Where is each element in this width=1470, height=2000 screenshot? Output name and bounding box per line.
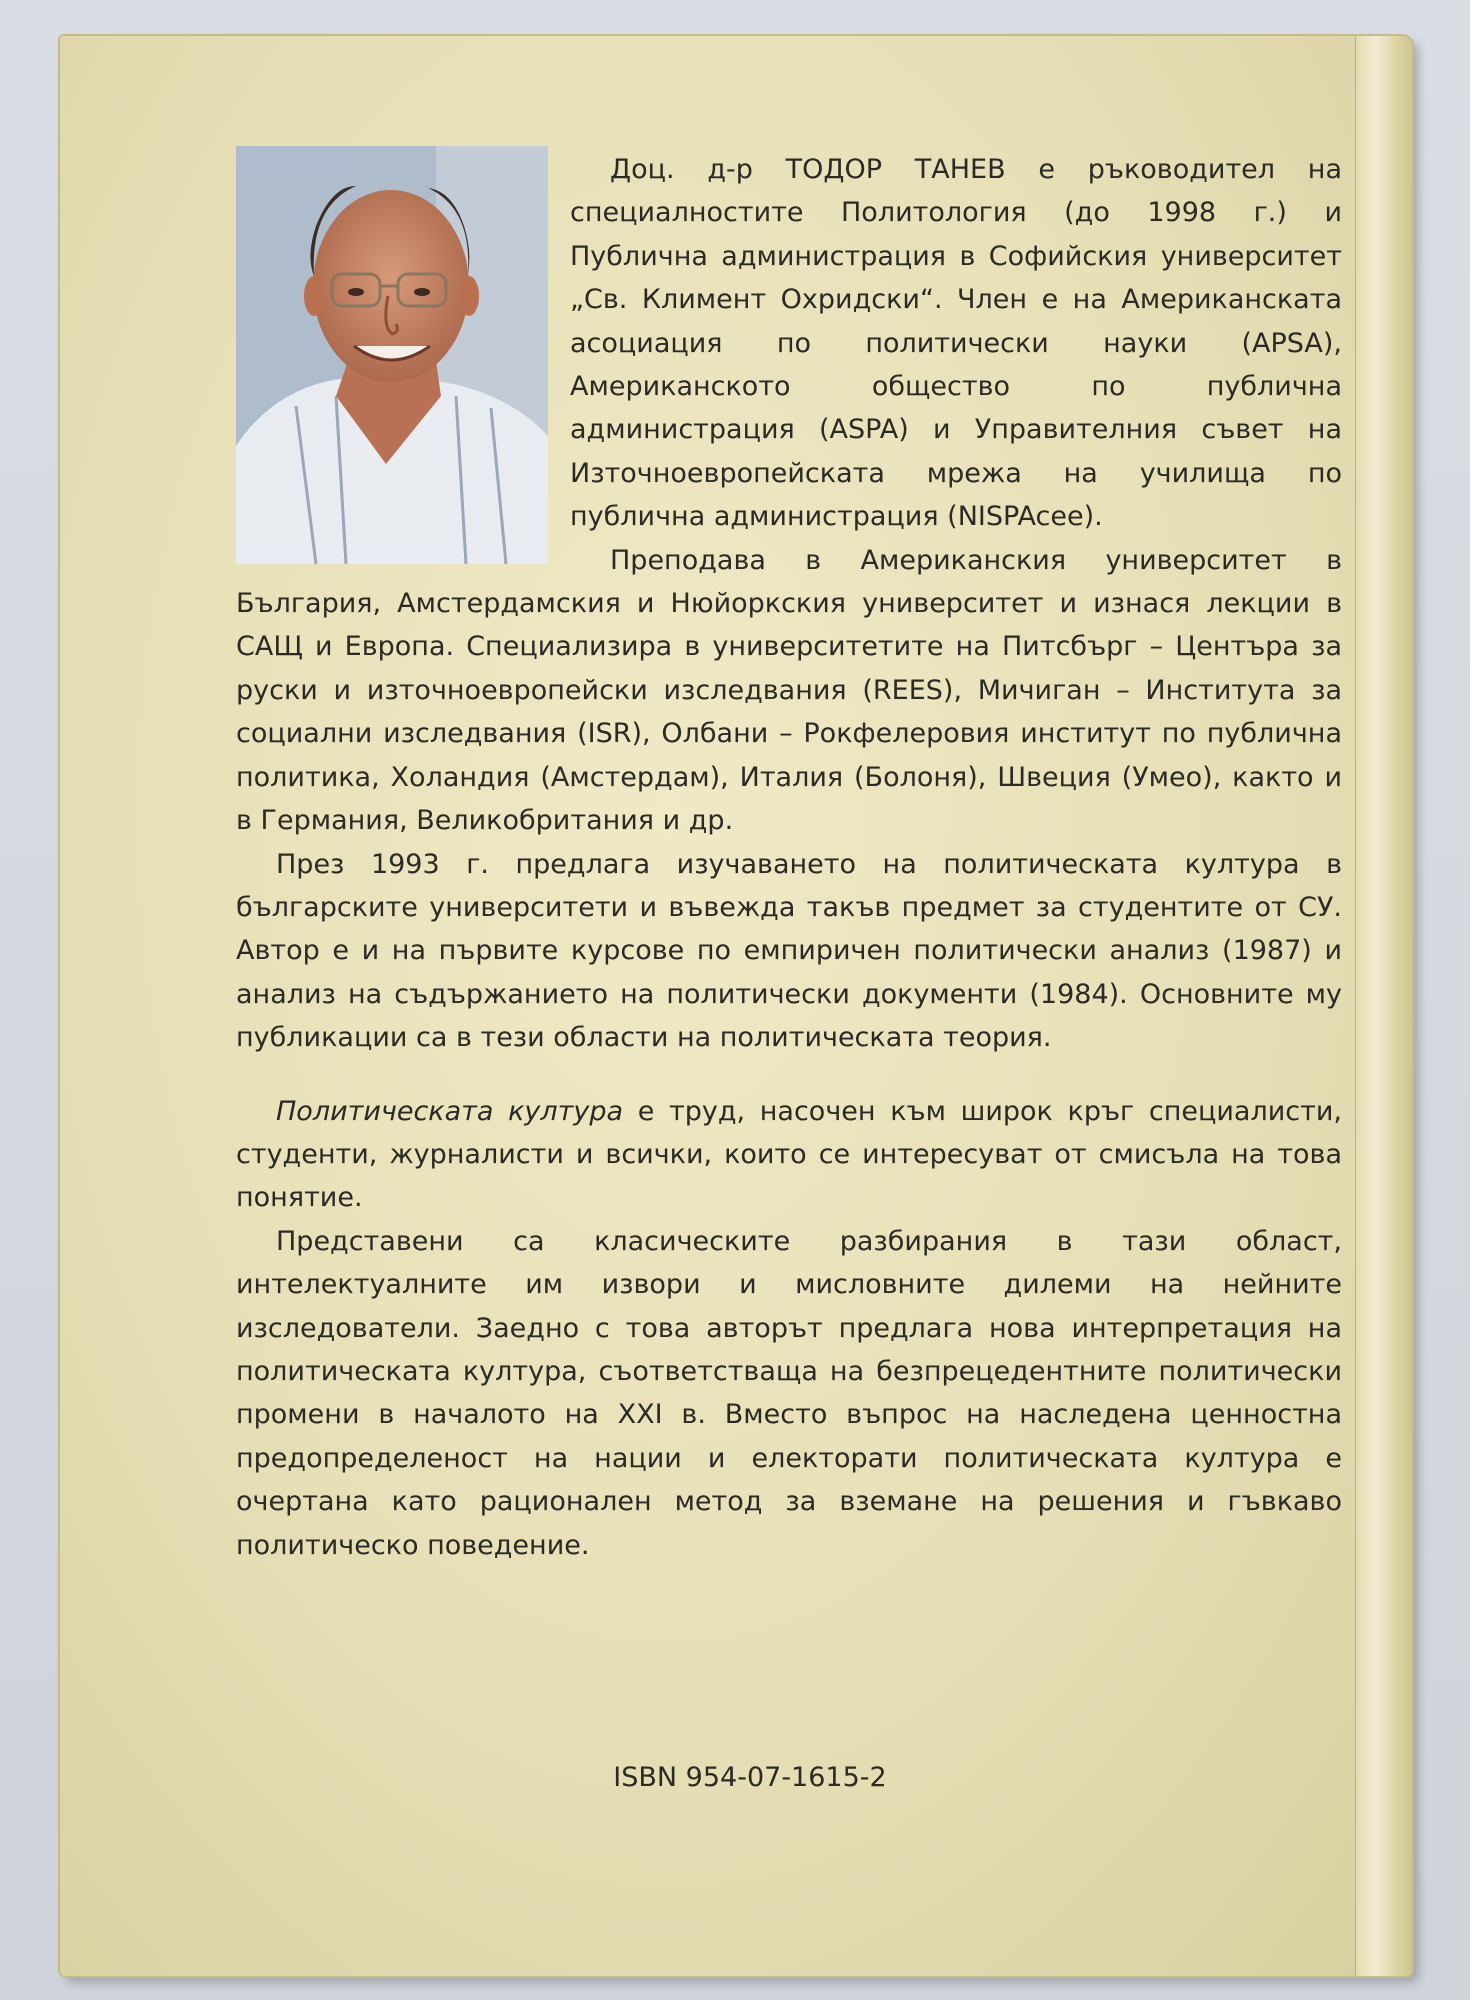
bio-paragraph-1: Доц. д-р ТОДОР ТАНЕВ е ръководител на специалностите Политология (до 1998 г.) и Публична администрация в Софийския университет „Св. Климент Охридски“. Член е на Американската асоциация по политически науки (APSA), Американското общество по публична администрация (ASPA) и Управителния съвет на Източноевропейската мрежа на училища по публична администрация (NISPAcee). [570, 154, 1342, 533]
about-paragraph-2: Представени са класическите разбирания в тази област, интелектуалните им извори и мисловните дилеми на нейните изследователи. Заедно с това авторът предлага нова интерпретация на политическата култура, съответстваща на безпрецедентните политически промени в началото на XXI в. Вместо въпрос на наследена ценностна предопределеност на нации и електорати политическата култура е очертана като рационален метод за вземане на решения и гъвкаво политическо поведение. [236, 1225, 1342, 1561]
section-gap [236, 1060, 1342, 1090]
book-spine [1355, 36, 1412, 1976]
bio-paragraph-2: Преподава в Американския университет в България, Амстердамския и Нюйоркския университет и изнася лекции в САЩ и Европа. Специализира в университетите на Питсбърг – Центъра за руски и източноевропейски изследвания (REES), Мичиган – Института за социални изследвания (ISR), Олбани – Рокфелеровия институт по публична политика, Холандия (Амстердам), Италия (Болоня), Швеция (Умео), както и в Германия, Великобритания и др. [236, 544, 1342, 837]
photo-spacer [236, 148, 570, 580]
book-title: Политическата култура [276, 1095, 624, 1127]
bio-paragraph-3: През 1993 г. предлага изучаването на политическата култура в българските университети и въвежда такъв предмет за студентите от СУ. Автор е и на първите курсове по емпиричен политически анализ (1987) и анализ на съдържанието на политически документи (1984). Основните му публикации са в тези области на политическата теория. [236, 848, 1342, 1054]
book-back-cover [60, 36, 1412, 1976]
about-paragraph-1-text: е труд, насочен към широк кръг специалисти, студенти, журналисти и всички, които се интересуват от смисъла на това понятие. [236, 1095, 1342, 1214]
isbn-number: ISBN 954-07-1615-2 [613, 1762, 887, 1793]
about-paragraph-1 [236, 1090, 1342, 1220]
cover-text [236, 148, 1342, 1567]
